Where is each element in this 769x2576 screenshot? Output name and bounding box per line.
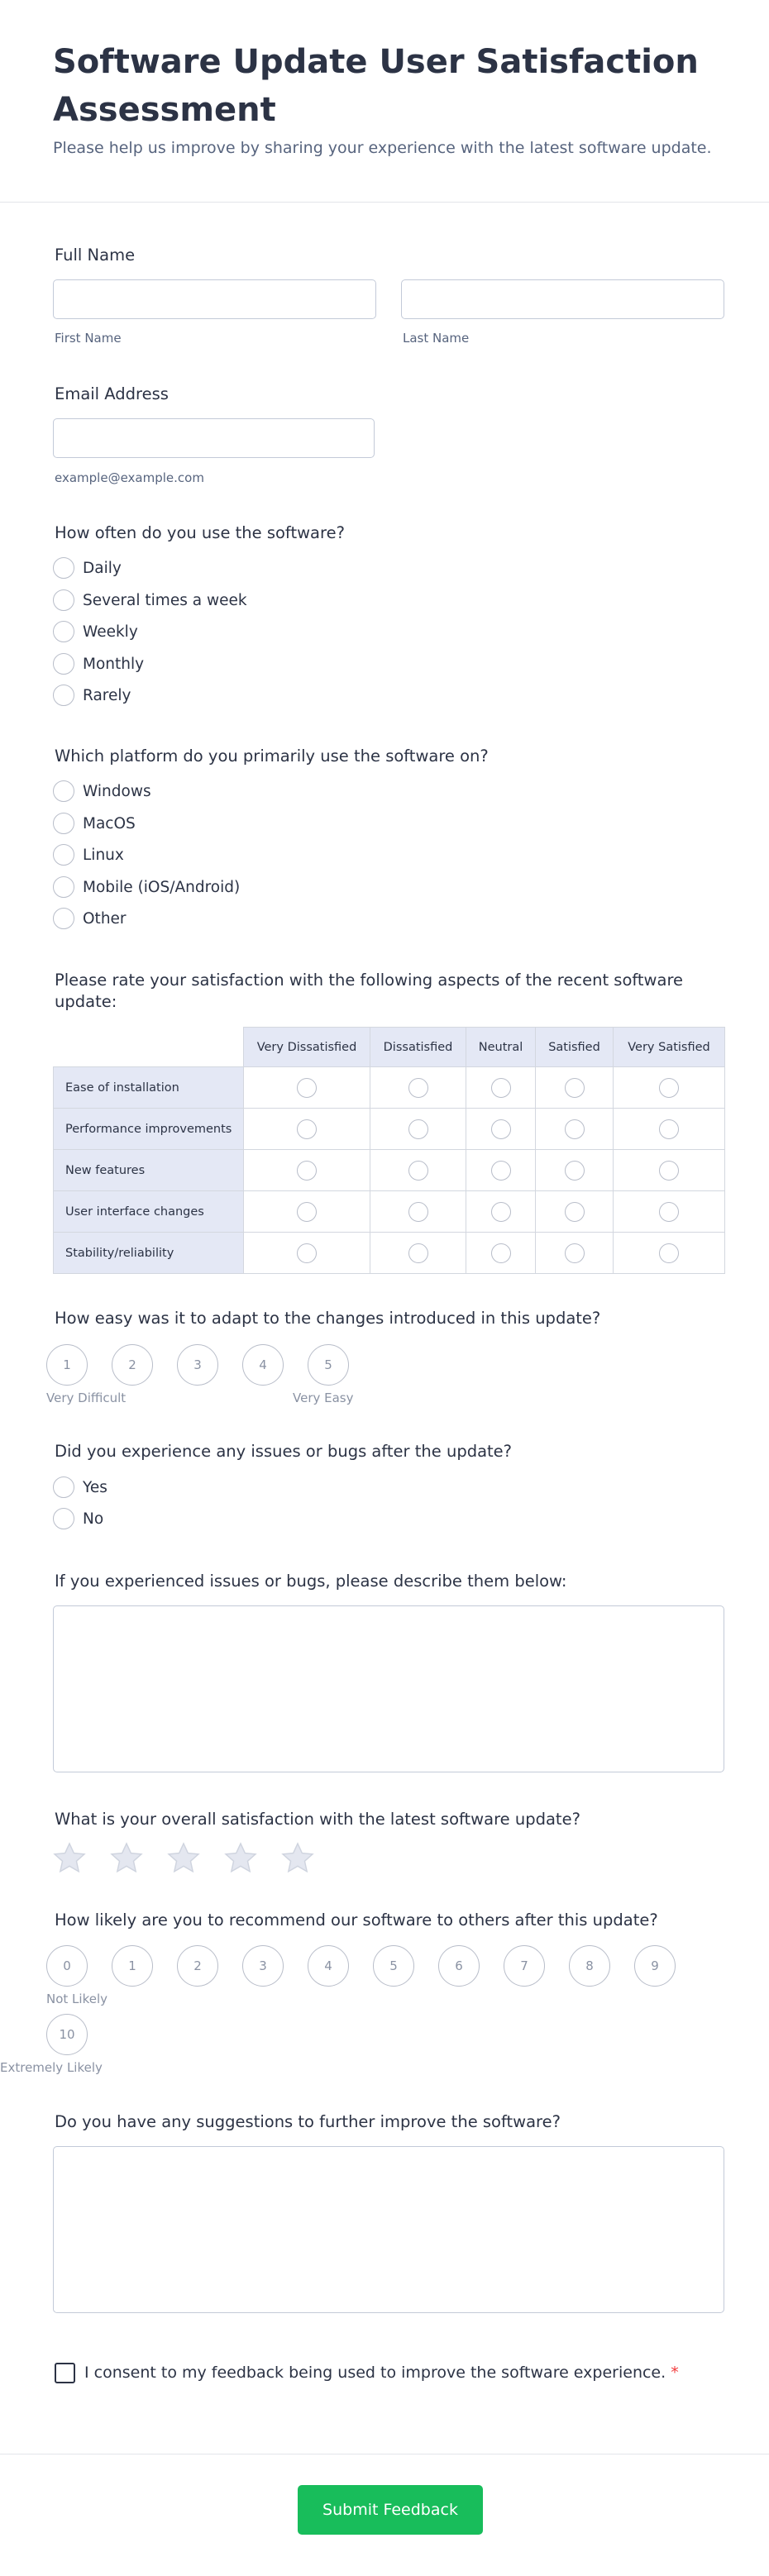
matrix-row-header: Stability/reliability [54, 1233, 244, 1274]
matrix-row-header: New features [54, 1150, 244, 1191]
radio-button[interactable] [53, 1476, 74, 1498]
radio-button[interactable] [53, 780, 74, 802]
matrix-row-header: User interface changes [54, 1191, 244, 1233]
matrix-corner [54, 1028, 244, 1067]
matrix-row-header: Ease of installation [54, 1067, 244, 1109]
matrix-column-header: Satisfied [536, 1028, 614, 1067]
matrix-column-header: Very Satisfied [614, 1028, 725, 1067]
radio-button[interactable] [53, 589, 74, 611]
matrix-radio[interactable] [659, 1119, 679, 1139]
frequency-label: How often do you use the software? [55, 523, 345, 542]
recommend-scale-option[interactable]: 3 [242, 1945, 284, 1987]
matrix-radio[interactable] [659, 1161, 679, 1181]
consent-text: I consent to my feedback being used to improve the software experience. [84, 2364, 666, 2382]
email-sublabel: example@example.com [55, 470, 204, 485]
radio-button[interactable] [53, 876, 74, 898]
star-icon[interactable] [165, 1840, 202, 1877]
satisfaction-matrix [53, 1027, 725, 1274]
matrix-radio[interactable] [408, 1078, 428, 1098]
submit-button[interactable]: Submit Feedback [298, 2485, 483, 2535]
matrix-radio[interactable] [565, 1202, 585, 1222]
matrix-radio[interactable] [491, 1078, 511, 1098]
ease-scale-option[interactable]: 3 [177, 1344, 218, 1386]
issues-label: Did you experience any issues or bugs after the update? [55, 1442, 513, 1461]
radio-button[interactable] [53, 621, 74, 642]
ease-scale-option[interactable]: 2 [112, 1344, 153, 1386]
matrix-radio[interactable] [565, 1161, 585, 1181]
option-label: Rarely [83, 686, 131, 704]
radio-button[interactable] [53, 1508, 74, 1529]
radio-button[interactable] [53, 813, 74, 834]
matrix-row [54, 1233, 725, 1274]
recommend-scale-option[interactable]: 10 [46, 2014, 88, 2055]
matrix-radio[interactable] [491, 1161, 511, 1181]
full-name-label: Full Name [55, 246, 136, 265]
email-label: Email Address [55, 384, 169, 403]
platform-option[interactable] [53, 844, 124, 866]
recommend-scale-option[interactable]: 4 [308, 1945, 349, 1987]
matrix-row [54, 1150, 725, 1191]
issues-detail-label: If you experienced issues or bugs, please describe them below: [55, 1572, 567, 1591]
matrix-radio[interactable] [408, 1202, 428, 1222]
form-subtitle: Please help us improve by sharing your experience with the latest software update. [53, 139, 712, 157]
platform-label: Which platform do you primarily use the software on? [55, 747, 489, 766]
first-name-input[interactable] [53, 279, 376, 319]
star-icon[interactable] [108, 1840, 145, 1877]
option-label: Daily [83, 559, 122, 577]
platform-option[interactable] [53, 876, 240, 898]
option-label: Weekly [83, 623, 138, 641]
recommend-scale-option[interactable]: 8 [569, 1945, 610, 1987]
option-label: Mobile (iOS/Android) [83, 878, 241, 896]
option-label: Other [83, 909, 127, 928]
radio-button[interactable] [53, 653, 74, 675]
issues-option[interactable] [53, 1508, 103, 1529]
matrix-radio[interactable] [408, 1119, 428, 1139]
radio-button[interactable] [53, 908, 74, 929]
option-label: Linux [83, 846, 124, 864]
option-label: MacOS [83, 814, 136, 832]
matrix-row-header: Performance improvements [54, 1109, 244, 1150]
issues-option[interactable] [53, 1476, 107, 1498]
matrix-radio[interactable] [659, 1243, 679, 1263]
star-icon[interactable] [222, 1840, 259, 1877]
recommend-label: How likely are you to recommend our software to others after this update? [55, 1911, 658, 1930]
ease-max-caption: Very Easy [293, 1391, 354, 1405]
recommend-scale-option[interactable]: 1 [112, 1945, 153, 1987]
matrix-radio[interactable] [565, 1243, 585, 1263]
frequency-option[interactable] [53, 621, 138, 642]
matrix-radio[interactable] [297, 1161, 317, 1181]
overall-label: What is your overall satisfaction with the latest software update? [55, 1810, 580, 1829]
matrix-radio[interactable] [565, 1078, 585, 1098]
option-label: Windows [83, 782, 151, 800]
matrix-column-header: Very Dissatisfied [244, 1028, 370, 1067]
email-input[interactable] [53, 418, 375, 458]
option-label: No [83, 1510, 104, 1528]
recommend-scale-option[interactable]: 7 [504, 1945, 545, 1987]
matrix-column-header: Neutral [466, 1028, 536, 1067]
matrix-radio[interactable] [408, 1161, 428, 1181]
matrix-radio[interactable] [491, 1243, 511, 1263]
option-label: Monthly [83, 655, 145, 673]
required-asterisk: * [671, 2364, 679, 2382]
platform-option[interactable] [53, 813, 136, 834]
matrix-radio[interactable] [297, 1243, 317, 1263]
issues-detail-textarea[interactable] [53, 1605, 724, 1772]
matrix-radio[interactable] [297, 1078, 317, 1098]
ease-scale-option[interactable]: 5 [308, 1344, 349, 1386]
matrix-radio[interactable] [297, 1119, 317, 1139]
matrix-row [54, 1191, 725, 1233]
last-name-input[interactable] [401, 279, 724, 319]
platform-option[interactable] [53, 908, 127, 929]
matrix-radio[interactable] [491, 1202, 511, 1222]
ease-scale-option[interactable]: 1 [46, 1344, 88, 1386]
radio-button[interactable] [53, 685, 74, 706]
matrix-radio[interactable] [297, 1202, 317, 1222]
ease-scale-option[interactable]: 4 [242, 1344, 284, 1386]
star-icon[interactable] [51, 1840, 88, 1877]
matrix-radio[interactable] [659, 1078, 679, 1098]
recommend-max-caption: Extremely Likely [0, 2060, 103, 2075]
matrix-radio[interactable] [565, 1119, 585, 1139]
option-label: Yes [83, 1478, 107, 1496]
matrix-radio[interactable] [659, 1202, 679, 1222]
frequency-option[interactable] [53, 653, 144, 675]
header-divider [0, 202, 769, 203]
frequency-option[interactable] [53, 685, 131, 706]
recommend-scale-option[interactable]: 9 [634, 1945, 676, 1987]
matrix-row [54, 1067, 725, 1109]
first-name-sublabel: First Name [55, 331, 122, 346]
suggestions-label: Do you have any suggestions to further improve the software? [55, 2112, 561, 2131]
ease-min-caption: Very Difficult [46, 1391, 127, 1405]
radio-button[interactable] [53, 844, 74, 866]
suggestions-textarea[interactable] [53, 2146, 724, 2313]
star-icon[interactable] [279, 1840, 316, 1877]
matrix-radio[interactable] [491, 1119, 511, 1139]
recommend-scale-option[interactable]: 2 [177, 1945, 218, 1987]
platform-option[interactable] [53, 780, 151, 802]
recommend-scale-option[interactable]: 5 [373, 1945, 414, 1987]
radio-button[interactable] [53, 557, 74, 579]
option-label: Several times a week [83, 591, 247, 609]
form-title: Software Update User Satisfaction Assessment [53, 43, 699, 129]
star-rating [51, 1840, 316, 1877]
recommend-scale-option[interactable]: 6 [438, 1945, 480, 1987]
frequency-option[interactable] [53, 589, 247, 611]
matrix-radio[interactable] [408, 1243, 428, 1263]
matrix-column-header: Dissatisfied [370, 1028, 466, 1067]
consent-label [53, 2361, 681, 2384]
recommend-scale-option[interactable]: 0 [46, 1945, 88, 1987]
matrix-label: Please rate your satisfaction with the following aspects of the recent software update: [55, 971, 684, 1011]
frequency-option[interactable] [53, 557, 122, 579]
recommend-min-caption: Not Likely [46, 1992, 107, 2006]
ease-label: How easy was it to adapt to the changes introduced in this update? [55, 1309, 601, 1328]
last-name-sublabel: Last Name [403, 331, 470, 346]
matrix-row [54, 1109, 725, 1150]
